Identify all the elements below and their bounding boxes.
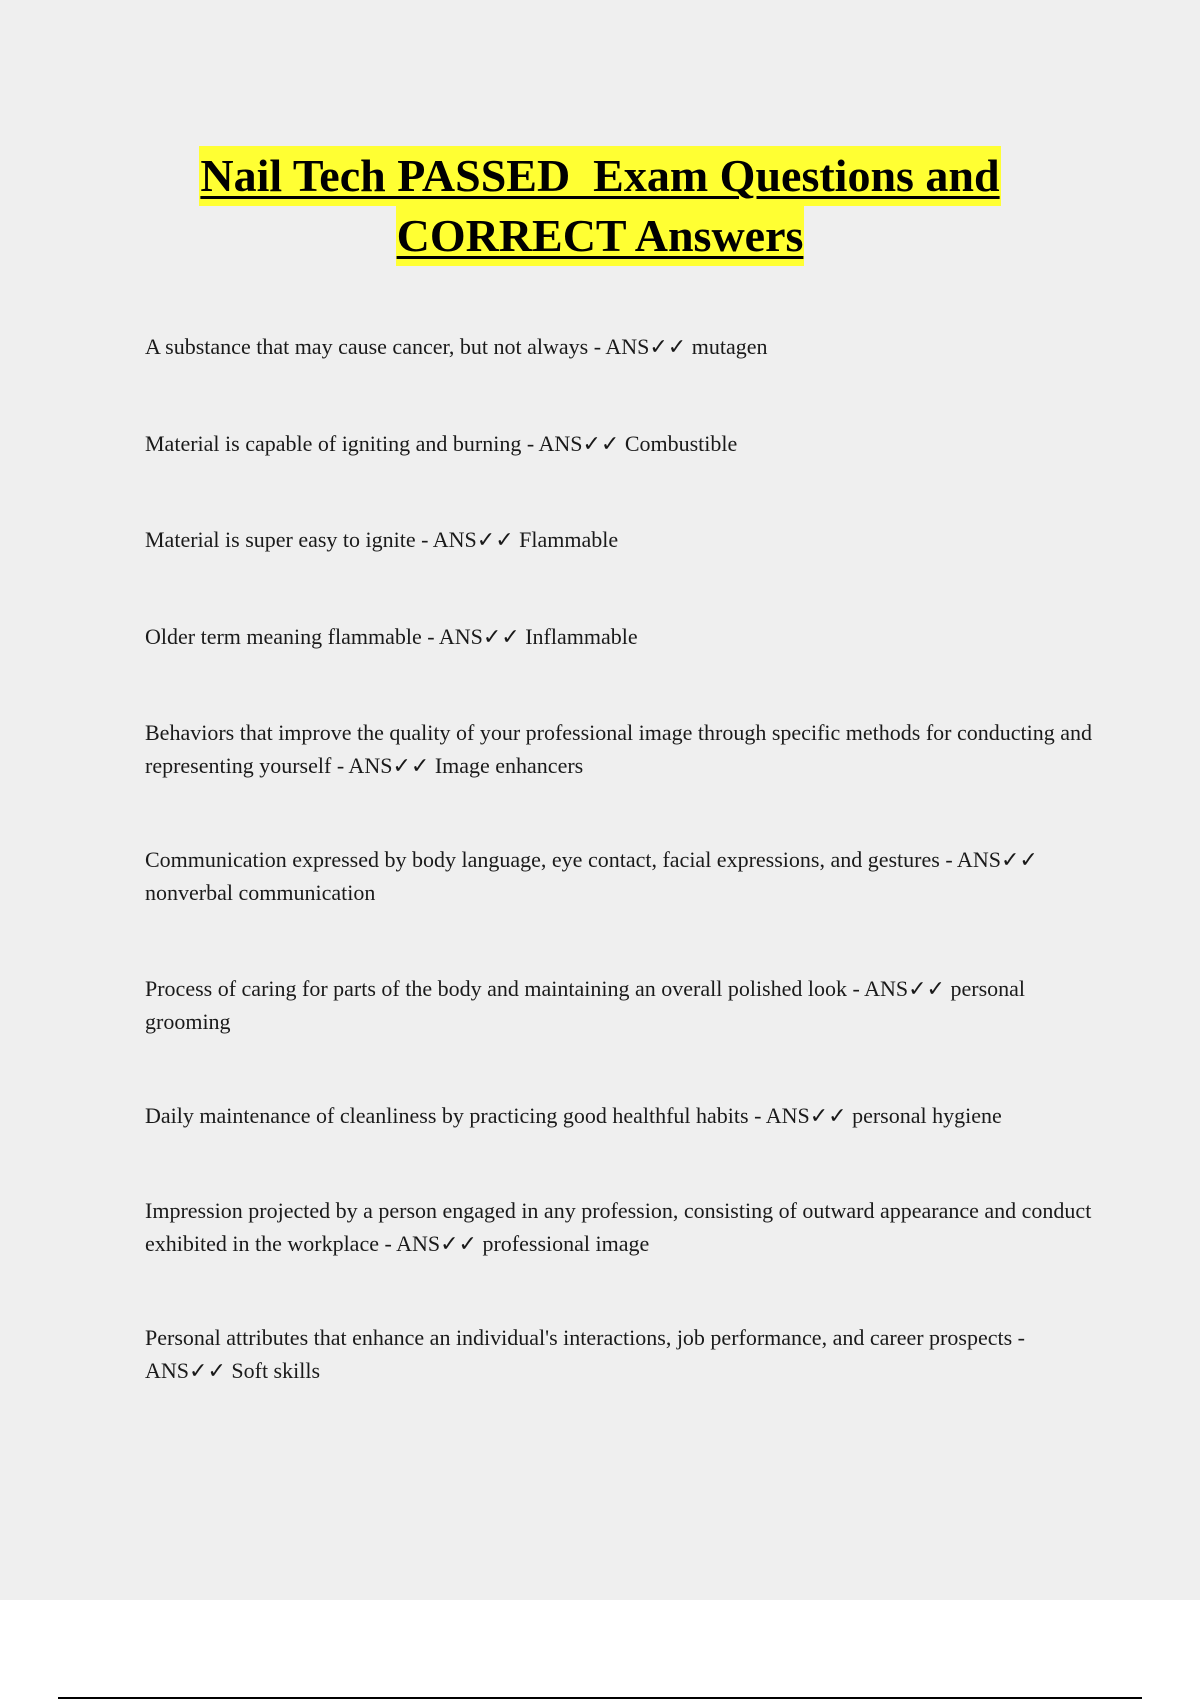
qa-item-3: Material is super easy to ignite - ANS✓✓ Flammable bbox=[145, 527, 619, 552]
title-line-2: CORRECT Answers bbox=[396, 206, 805, 266]
title-line-1: Nail Tech PASSED Exam Questions and bbox=[199, 146, 1000, 206]
page-title bbox=[100, 146, 1100, 266]
qa-item-7: Process of caring for parts of the body and maintaining an overall polished look - ANS✓✓ personal grooming bbox=[145, 976, 1026, 1034]
qa-item-1: A substance that may cause cancer, but not always - ANS✓✓ mutagen bbox=[145, 334, 768, 359]
qa-item-10: Personal attributes that enhance an individual's interactions, job performance, and career prospects - ANS✓✓ Soft skills bbox=[145, 1325, 1025, 1383]
qa-item-5: Behaviors that improve the quality of your professional image through specific methods for conducting and representing yourself - ANS✓✓ Image enhancers bbox=[145, 720, 1092, 778]
footer-divider bbox=[58, 1697, 1142, 1699]
qa-item-4: Older term meaning flammable - ANS✓✓ Inflammable bbox=[145, 624, 638, 649]
qa-item-8: Daily maintenance of cleanliness by practicing good healthful habits - ANS✓✓ personal hygiene bbox=[145, 1103, 1002, 1128]
qa-item-2: Material is capable of igniting and burning - ANS✓✓ Combustible bbox=[145, 431, 738, 456]
qa-item-9: Impression projected by a person engaged in any profession, consisting of outward appearance and conduct exhibited in the workplace - ANS✓✓ professional image bbox=[145, 1198, 1092, 1256]
qa-item-6: Communication expressed by body language, eye contact, facial expressions, and gestures - ANS✓✓ nonverbal communication bbox=[145, 847, 1038, 905]
